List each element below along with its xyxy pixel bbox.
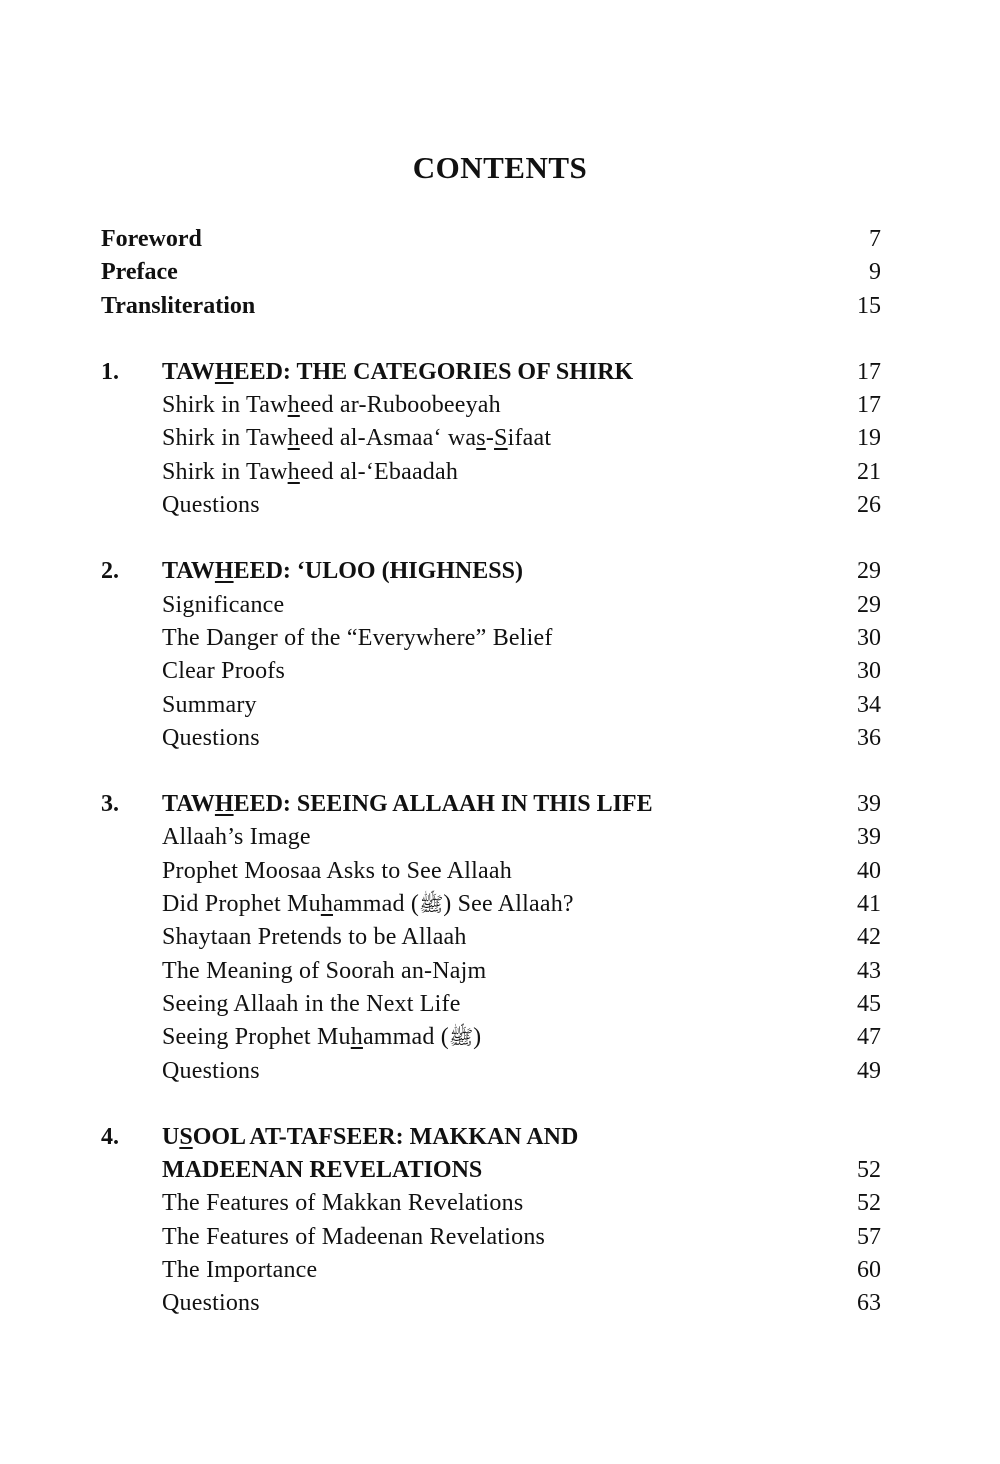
text-segment: -: [485, 425, 495, 452]
page-number: 9: [869, 259, 881, 286]
section-title: [162, 888, 574, 921]
section-title: [162, 1055, 260, 1088]
text-segment: ) See Allaah?: [443, 891, 574, 918]
chapter-title: [162, 555, 523, 588]
text-segment: ifaat: [507, 425, 552, 452]
section-title: [162, 456, 458, 489]
page-number: 63: [857, 1290, 881, 1317]
section-title: [162, 422, 551, 455]
text-segment: The Features of Madeenan Revelations: [162, 1223, 546, 1250]
section-title: [162, 1287, 260, 1320]
toc-entry-section[interactable]: [101, 988, 881, 1021]
section-spacer: [101, 522, 881, 555]
text-segment: Shaytaan Pretends to be Allaah: [162, 924, 467, 951]
page-number: 45: [857, 990, 881, 1017]
entry-label: Transliteration: [101, 292, 256, 319]
text-segment: Questions: [162, 1290, 260, 1317]
section-spacer: [101, 1088, 881, 1121]
toc-entry-section[interactable]: [101, 589, 881, 622]
text-segment: ammad (: [333, 891, 420, 918]
toc-entry-section[interactable]: [101, 456, 881, 489]
page-number: 19: [857, 425, 881, 452]
toc-entry-section[interactable]: [101, 389, 881, 422]
text-segment: Questions: [162, 492, 260, 519]
underlined-letter: h: [287, 392, 300, 419]
page-number: 40: [857, 857, 881, 884]
page-number: 7: [869, 226, 881, 252]
page-number: 49: [857, 1057, 881, 1084]
toc-entry-section[interactable]: [101, 689, 881, 722]
underlined-letter: H: [214, 791, 234, 818]
section-title: [162, 689, 257, 722]
page-number: 29: [857, 558, 881, 585]
text-segment: Prophet Moosaa Asks to See Allaah: [162, 857, 512, 884]
page-number: 39: [857, 791, 881, 818]
text-segment: The Danger of the “Everywhere” Belief: [162, 624, 553, 651]
page-number: 36: [857, 724, 881, 751]
text-segment: The Importance: [162, 1257, 318, 1284]
toc-entry-section[interactable]: [101, 955, 881, 988]
entry-label: Foreword: [101, 226, 202, 252]
section-title: [162, 1254, 317, 1287]
page-number: 34: [857, 691, 881, 718]
toc-entry-chapter[interactable]: [101, 356, 881, 389]
toc-entry-chapter[interactable]: [101, 555, 881, 588]
toc-entry-section[interactable]: [101, 422, 881, 455]
underlined-letter: s: [476, 425, 486, 452]
underlined-letter: H: [214, 558, 234, 585]
entry-label: Preface: [101, 259, 178, 286]
toc-entry-front-matter[interactable]: [101, 290, 881, 323]
underlined-letter: h: [287, 425, 300, 452]
text-segment: Shirk in Taw: [162, 458, 288, 485]
table-of-contents: [101, 223, 881, 1321]
text-segment: Significance: [162, 591, 285, 618]
page-title: CONTENTS: [412, 150, 588, 185]
section-title: [162, 821, 311, 854]
salutation-glyph: ﷺ: [448, 1025, 474, 1050]
toc-entry-section[interactable]: [101, 1021, 881, 1054]
text-segment: U: [162, 1123, 180, 1150]
section-title: [162, 722, 260, 755]
section-spacer: [101, 755, 881, 788]
toc-entry-chapter-continued[interactable]: [101, 1154, 881, 1187]
page-number: 29: [857, 591, 881, 618]
page-number: 52: [857, 1190, 881, 1217]
toc-entry-section[interactable]: [101, 722, 881, 755]
text-segment: Questions: [162, 1057, 260, 1084]
section-title: [162, 921, 467, 954]
toc-entry-section[interactable]: [101, 821, 881, 854]
text-segment: Summary: [162, 691, 257, 718]
toc-entry-section[interactable]: [101, 855, 881, 888]
toc-entry-section[interactable]: [101, 1055, 881, 1088]
text-segment: EED: THE CATEGORIES OF SHIRK: [233, 358, 634, 385]
text-segment: EED: SEEING ALLAAH IN THIS LIFE: [233, 791, 653, 818]
chapter-title: [162, 1121, 578, 1154]
text-segment: Shirk in Taw: [162, 425, 288, 452]
text-segment: Seeing Prophet Mu: [162, 1024, 351, 1051]
page-number: 43: [857, 957, 881, 984]
text-segment: ): [473, 1024, 482, 1051]
section-title: [162, 988, 461, 1021]
text-segment: eed al-‘Ebaadah: [299, 458, 459, 485]
chapter-number: 2.: [101, 558, 119, 585]
text-segment: EED: ‘ULOO (HIGHNESS): [233, 558, 523, 585]
page-number: 17: [857, 392, 881, 419]
text-segment: Questions: [162, 724, 260, 751]
section-title: [162, 655, 285, 688]
underlined-letter: h: [287, 458, 300, 485]
toc-entry-front-matter[interactable]: [101, 256, 881, 289]
text-segment: Did Prophet Mu: [162, 891, 321, 918]
section-title: [162, 1221, 545, 1254]
page-number: 60: [857, 1257, 881, 1284]
text-segment: Seeing Allaah in the Next Life: [162, 990, 461, 1017]
page-number: 17: [857, 358, 881, 385]
chapter-title: [162, 788, 653, 821]
chapter-title-line2: MADEENAN REVELATIONS: [162, 1157, 483, 1184]
underlined-letter: h: [350, 1024, 363, 1051]
underlined-letter: h: [320, 891, 334, 918]
section-title: [162, 1187, 523, 1220]
text-segment: The Features of Makkan Revelations: [162, 1190, 524, 1217]
salutation-glyph: ﷺ: [419, 892, 444, 917]
text-segment: Shirk in Taw: [162, 392, 288, 419]
text-segment: OOL AT-TAFSEER: MAKKAN AND: [192, 1123, 579, 1150]
text-segment: eed al-Asmaa‘ wa: [299, 425, 477, 452]
page-number: 42: [857, 924, 881, 951]
underlined-letter: H: [214, 358, 234, 385]
page-number: 52: [857, 1157, 881, 1184]
section-title: [162, 489, 260, 522]
toc-entry-section[interactable]: [101, 888, 881, 921]
text-segment: TAW: [162, 358, 215, 385]
page-number: 30: [857, 658, 881, 685]
page-number: 47: [857, 1024, 881, 1051]
text-segment: The Meaning of Soorah an-Najm: [162, 957, 487, 984]
page-number: 41: [857, 891, 881, 918]
text-segment: Allaah’s Image: [162, 824, 311, 851]
page-number: 15: [857, 292, 881, 319]
chapter-number: 1.: [101, 358, 119, 385]
page-number: 26: [857, 492, 881, 519]
toc-entry-section[interactable]: [101, 921, 881, 954]
toc-entry-section[interactable]: [101, 1254, 881, 1287]
page-number: 30: [857, 624, 881, 651]
text-segment: TAW: [162, 558, 215, 585]
toc-entry-chapter[interactable]: [101, 1121, 881, 1154]
underlined-letter: S: [179, 1123, 193, 1150]
section-spacer: [101, 323, 881, 356]
section-title: [162, 589, 284, 622]
toc-entry-section[interactable]: [101, 622, 881, 655]
text-segment: TAW: [162, 791, 215, 818]
section-title: [162, 389, 501, 422]
text-segment: ammad (: [362, 1024, 449, 1051]
text-segment: eed ar-Ruboobeeyah: [299, 392, 501, 419]
toc-entry-section[interactable]: [101, 489, 881, 522]
page-number: 39: [857, 824, 881, 851]
page-number: 57: [857, 1223, 881, 1250]
underlined-letter: S: [494, 425, 508, 452]
toc-entry-section[interactable]: [101, 1187, 881, 1220]
section-title: [162, 855, 512, 888]
chapter-number: 3.: [101, 791, 119, 818]
section-title: [162, 622, 553, 655]
page-number: 21: [857, 458, 881, 485]
toc-entry-section[interactable]: [101, 655, 881, 688]
section-title: [162, 955, 486, 988]
chapter-title: [162, 356, 633, 389]
chapter-number: 4.: [101, 1123, 119, 1150]
text-segment: Clear Proofs: [162, 658, 286, 685]
section-title: [162, 1021, 481, 1054]
toc-entry-front-matter[interactable]: [101, 223, 881, 256]
toc-entry-section[interactable]: [101, 1221, 881, 1254]
toc-entry-chapter[interactable]: [101, 788, 881, 821]
toc-entry-section[interactable]: [101, 1287, 881, 1320]
